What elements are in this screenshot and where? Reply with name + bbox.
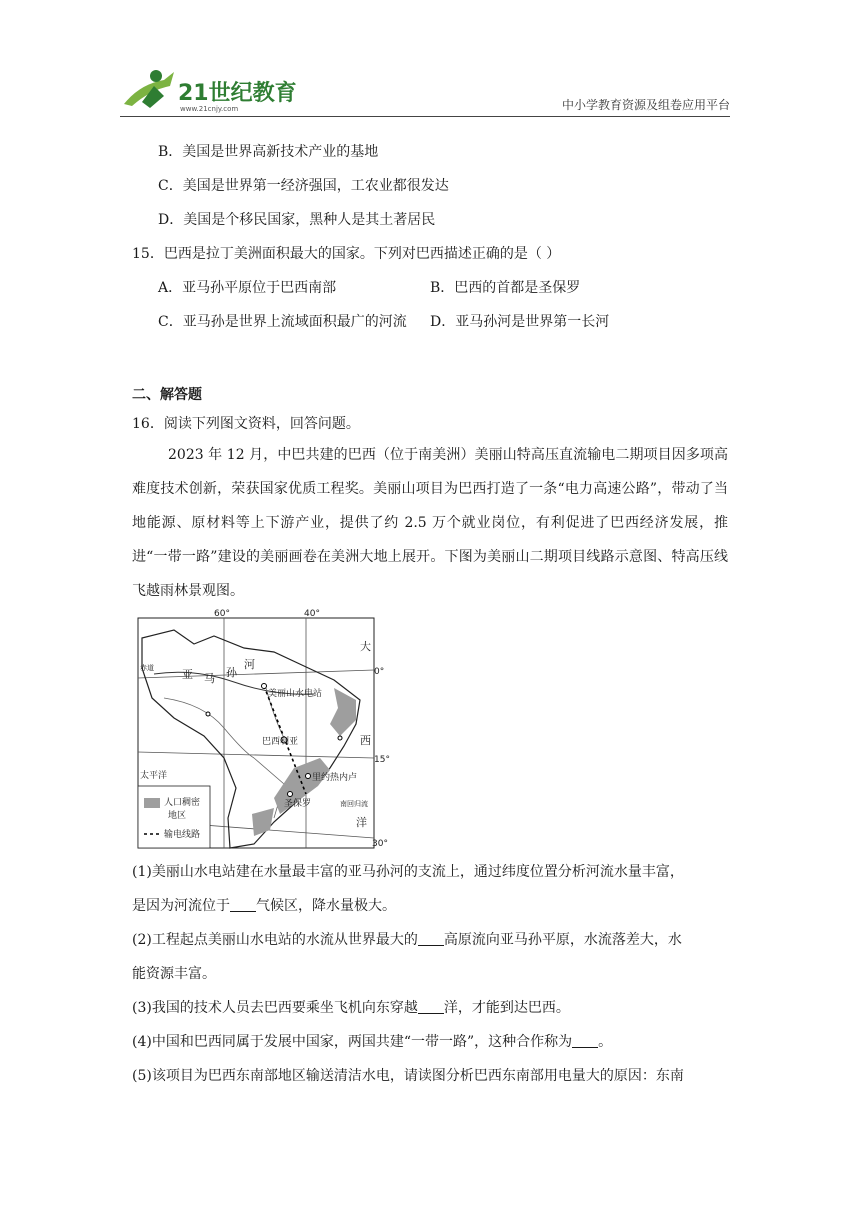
svg-text:巴西利亚: 巴西利亚 <box>262 737 299 747</box>
svg-text:人口稠密: 人口稠密 <box>164 798 201 808</box>
svg-text:www.21cnjy.com: www.21cnjy.com <box>180 105 239 113</box>
answer-blank-2[interactable] <box>418 931 444 946</box>
svg-text:60°: 60° <box>214 609 230 619</box>
svg-text:太平洋: 太平洋 <box>140 771 168 781</box>
q16-sub3: (3)我国的技术人员去巴西要乘坐飞机向东穿越 洋，才能到达巴西。 <box>132 1000 570 1016</box>
answer-blank-3[interactable] <box>418 999 444 1014</box>
svg-text:圣保罗: 圣保罗 <box>284 799 312 809</box>
svg-text:马: 马 <box>204 672 215 685</box>
svg-text:40°: 40° <box>304 609 320 619</box>
q16-sub4: (4)中国和巴西同属于发展中国家，两国共建“一带一路”，这种合作称为 。 <box>132 1034 613 1050</box>
svg-text:美丽山水电站: 美丽山水电站 <box>268 689 323 699</box>
svg-text:河: 河 <box>244 658 255 671</box>
svg-text:15°: 15° <box>374 755 390 765</box>
svg-text:赤道: 赤道 <box>140 664 154 672</box>
header-divider <box>120 116 730 117</box>
svg-text:大: 大 <box>360 640 371 653</box>
svg-text:南回归流: 南回归流 <box>340 800 368 808</box>
platform-name: 中小学教育资源及组卷应用平台 <box>561 98 730 112</box>
q16-sub5: (5)该项目为巴西东南部地区输送清洁水电，请读图分析巴西东南部用电量大的原因：东南 <box>132 1068 684 1084</box>
logo-21cnjy <box>120 66 320 114</box>
svg-text:21世纪教育: 21世纪教育 <box>178 81 297 106</box>
q14-option-d: D．美国是个移民国家，黑种人是其土著居民 <box>158 212 436 228</box>
q15-option-c: C．亚马孙是世界上流域面积最广的河流 <box>158 314 407 330</box>
q15-option-b: B．巴西的首都是圣保罗 <box>430 280 581 296</box>
q16-sub1-line2: 是因为河流位于 气候区，降水量极大。 <box>132 898 396 914</box>
answer-blank-4[interactable] <box>572 1033 598 1048</box>
svg-text:0°: 0° <box>374 667 385 677</box>
svg-text:30°: 30° <box>372 839 388 849</box>
svg-text:西: 西 <box>360 734 371 747</box>
page-header <box>120 66 730 116</box>
q14-option-b: B．美国是世界高新技术产业的基地 <box>158 144 379 160</box>
q14-option-c: C．美国是世界第一经济强国，工农业都很发达 <box>158 178 449 194</box>
q15-option-d: D．亚马孙河是世界第一长河 <box>430 314 610 330</box>
q16-passage: 2023 年 12 月，中巴共建的巴西（位于南美洲）美丽山特高压直流输电二期项目因多项高难度技术创新，荣获国家优质工程奖。美丽山项目为巴西打造了一条“电力高速公路”，带动了当地能源、原材料等上下游产业，提供了约 2.5 万个就业岗位，有利促进了巴西经济发展，推进“一带一路”建设的美丽画卷在美洲大地上展开。下图为美丽山二期项目线路示意图、特高压线飞越雨林景观图。 <box>132 447 728 599</box>
q15-stem: 15．巴西是拉丁美洲面积最大的国家。下列对巴西描述正确的是（ ） <box>132 246 561 262</box>
svg-text:地区: 地区 <box>168 811 187 821</box>
q16-sub2-line2: 能资源丰富。 <box>132 966 216 982</box>
q15-option-a: A．亚马孙平原位于巴西南部 <box>158 280 337 296</box>
brazil-map <box>134 608 394 852</box>
svg-text:孙: 孙 <box>226 666 237 679</box>
q16-stem: 16．阅读下列图文资料，回答问题。 <box>132 416 360 432</box>
svg-text:输电线路: 输电线路 <box>164 830 201 840</box>
q16-sub2-line1: (2)工程起点美丽山水电站的水流从世界最大的 高原流向亚马孙平原，水流落差大，水 <box>132 932 682 948</box>
svg-text:洋: 洋 <box>356 816 367 829</box>
answer-blank-1[interactable] <box>230 897 256 912</box>
q16-sub1-line1: (1)美丽山水电站建在水量最丰富的亚马孙河的支流上，通过纬度位置分析河流水量丰富， <box>132 864 684 880</box>
section-title: 二、解答题 <box>132 387 202 403</box>
svg-text:亚: 亚 <box>182 668 193 681</box>
svg-text:里约热内卢: 里约热内卢 <box>312 773 358 783</box>
